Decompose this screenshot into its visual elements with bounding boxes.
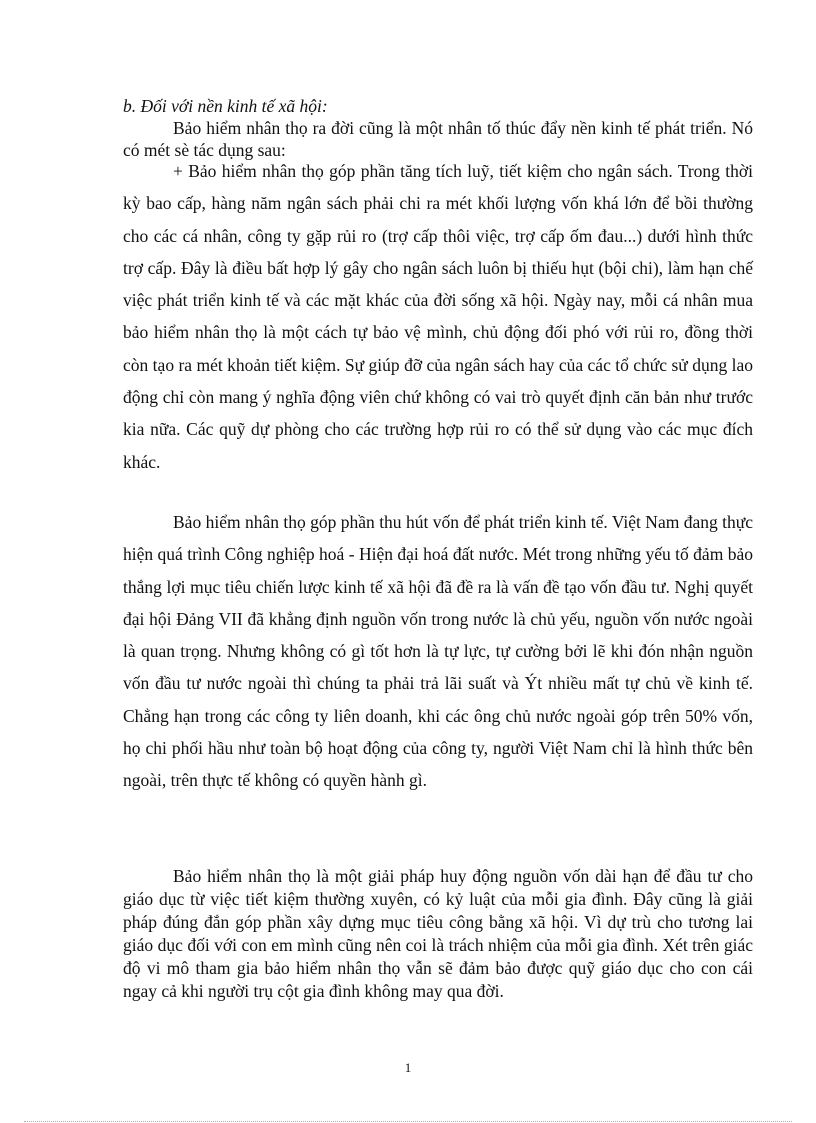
paragraph-intro: Bảo hiểm nhân thọ ra đời cũng là một nhân tố thúc đẩy nền kinh tế phát triển. Nó có mét sè tác dụng sau:: [123, 118, 753, 160]
paragraph-capital: Bảo hiểm nhân thọ góp phần thu hút vốn để phát triển kinh tế. Việt Nam đang thực hiện quá trình Công nghiệp hoá - Hiện đại hoá đất nước. Mét trong những yếu tố đảm bảo thắng lợi mục tiêu chiến lược kinh tế xã hội đã đề ra là vấn đề tạo vốn đầu tư. Nghị quyết đại hội Đảng VII đã khẳng định nguồn vốn trong nước là chủ yếu, nguồn vốn nước ngoài là quan trọng. Nhưng không có gì tốt hơn là tự lực, tự cường bởi lẽ khi đón nhận nguồn vốn đầu tư nước ngoài thì chúng ta phải trả lãi suất và Ýt nhiều mất tự chủ về kinh tế. Chẳng hạn trong các công ty liên doanh, khi các ông chủ nước ngoài góp trên 50% vốn, họ chi phối hầu như toàn bộ hoạt động của công ty, người Việt Nam chỉ là hình thức bên ngoài, trên thực tế không có quyền hành gì.: [123, 512, 753, 791]
section-heading: b. Đối với nền kinh tế xã hội:: [123, 96, 328, 116]
page-number: 1: [404, 1060, 412, 1075]
page-bottom-divider: [24, 1121, 792, 1122]
paragraph-savings: + Bảo hiểm nhân thọ góp phần tăng tích luỹ, tiết kiệm cho ngân sách. Trong thời kỳ bao cấp, hàng năm ngân sách phải chi ra mét khối lượng vốn khá lớn để bồi thường cho các cá nhân, công ty gặp rủi ro (trợ cấp thôi việc, trợ cấp ốm đau...) dưới hình thức trợ cấp. Đây là điều bất hợp lý gây cho ngân sách luôn bị thiếu hụt (bội chi), làm hạn chế việc phát triển kinh tế và các mặt khác của đời sống xã hội. Ngày nay, mỗi cá nhân mua bảo hiểm nhân thọ là một cách tự bảo vệ mình, chủ động đối phó với rủi ro, đồng thời còn tạo ra mét khoản tiết kiệm. Sự giúp đỡ của ngân sách hay của các tổ chức sử dụng lao động chỉ còn mang ý nghĩa động viên chứ không có vai trò quyết định căn bản như trước kia nữa. Các quỹ dự phòng cho các trường hợp rủi ro có thể sử dụng vào các mục đích khác.: [123, 161, 753, 472]
paragraph-education: Bảo hiểm nhân thọ là một giải pháp huy động nguồn vốn dài hạn để đầu tư cho giáo dục từ việc tiết kiệm thường xuyên, có kỷ luật của mỗi gia đình. Đây cũng là giải pháp đúng đắn góp phần xây dựng mục tiêu công bằng xã hội. Vì dự trù cho tương lai giáo dục đối với con em mình cũng nên coi là trách nhiệm của mỗi gia đình. Xét trên giác độ vi mô tham gia bảo hiểm nhân thọ vẫn sẽ đảm bảo được quỹ giáo dục cho con cái ngay cả khi người trụ cột gia đình không may qua đời.: [123, 866, 753, 1001]
